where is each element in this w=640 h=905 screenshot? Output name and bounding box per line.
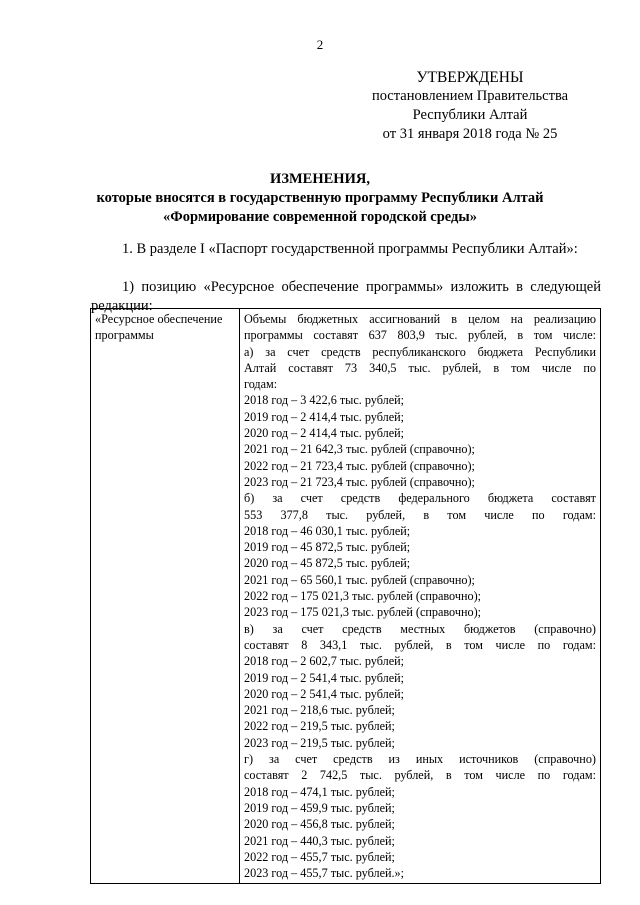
- title-line: которые вносятся в государственную программу Республики Алтай: [96, 190, 544, 206]
- table-text-line: 2019 год – 459,9 тыс. рублей;: [244, 800, 395, 815]
- table-text-line: г) за счет средств из иных источников (справочно): [244, 752, 596, 767]
- table-text-line: 2019 год – 45 872,5 тыс. рублей;: [244, 540, 411, 555]
- table-text-line: 2021 год – 65 560,1 тыс. рублей (справочно);: [244, 572, 475, 587]
- table-text-line: 2022 год – 175 021,3 тыс. рублей (справочно);: [244, 589, 482, 604]
- table-text-line: 2020 год – 2 414,4 тыс. рублей;: [244, 426, 405, 441]
- table-text-line: 2023 год – 219,5 тыс. рублей;: [244, 735, 395, 750]
- table-text-line: б) за счет средств федерального бюджета составят: [244, 491, 596, 506]
- table-right-cell: [240, 309, 601, 884]
- table-text-line: 2021 год – 218,6 тыс. рублей;: [244, 703, 395, 718]
- approval-line: Республики Алтай: [412, 107, 528, 123]
- table-text-line: 2023 год – 175 021,3 тыс. рублей (справочно);: [244, 605, 482, 620]
- page-number: 2: [316, 37, 324, 52]
- table-text-line: составят 8 343,1 тыс. рублей, в том числе по годам:: [244, 637, 596, 652]
- table-text-line: а) за счет средств республиканского бюджета Республики: [244, 344, 596, 359]
- table-text-line: 2022 год – 219,5 тыс. рублей;: [244, 719, 395, 734]
- table-text-line: 2021 год – 440,3 тыс. рублей;: [244, 833, 395, 848]
- table-text-line: 2018 год – 3 422,6 тыс. рублей;: [244, 393, 405, 408]
- table-text-line: Объемы бюджетных ассигнований в целом на реализацию: [244, 312, 596, 326]
- table-text-line: в) за счет средств местных бюджетов (справочно): [244, 621, 596, 636]
- table-text-line: 2023 год – 455,7 тыс. рублей.»;: [244, 866, 405, 881]
- table-text-line: 2020 год – 456,8 тыс. рублей;: [244, 817, 395, 832]
- table-text-line: 2018 год – 46 030,1 тыс. рублей;: [244, 523, 411, 538]
- table-text-line: 553 377,8 тыс. рублей, в том числе по годам:: [244, 507, 596, 522]
- table-text-line: 2019 год – 2 541,4 тыс. рублей;: [244, 670, 405, 685]
- table-left-cell: «Ресурсное обеспечение программы: [91, 309, 240, 884]
- table-text-line: 2018 год – 2 602,7 тыс. рублей;: [244, 654, 405, 669]
- approval-line: постановлением Правительства: [371, 88, 569, 104]
- title-line: «Формирование современной городской среды»: [163, 209, 477, 225]
- table-text-line: Алтай составят 73 340,5 тыс. рублей, в том числе по: [244, 360, 596, 375]
- approval-heading: УТВЕРЖДЕНЫ: [416, 69, 524, 86]
- table-text-line: 2021 год – 21 642,3 тыс. рублей (справочно);: [244, 442, 475, 457]
- document-title: [60, 170, 580, 227]
- table-row: [91, 309, 601, 884]
- table-text-line: программы составят 637 803,9 тыс. рублей, в том числе:: [244, 328, 596, 343]
- table-text-line: 2019 год – 2 414,4 тыс. рублей;: [244, 409, 405, 424]
- table-text-line: 2023 год – 21 723,4 тыс. рублей (справочно);: [244, 474, 475, 489]
- paragraph-1: 1. В разделе I «Паспорт государственной программы Республики Алтай»:: [122, 241, 578, 257]
- approval-line: от 31 января 2018 года № 25: [382, 126, 558, 142]
- resource-table: [90, 308, 601, 884]
- approval-block: [360, 68, 580, 144]
- table-text-line: 2020 год – 2 541,4 тыс. рублей;: [244, 686, 405, 701]
- table-text-line: 2018 год – 474,1 тыс. рублей;: [244, 784, 395, 799]
- table-text-line: 2020 год – 45 872,5 тыс. рублей;: [244, 556, 411, 571]
- paragraph-2: 1) позицию «Ресурсное обеспечение программы» изложить в следующей редакции:: [91, 279, 601, 314]
- table-text-line: 2022 год – 455,7 тыс. рублей;: [244, 849, 395, 864]
- table-text-line: годам:: [244, 377, 278, 392]
- title-main: ИЗМЕНЕНИЯ,: [270, 171, 370, 187]
- table-text-line: 2022 год – 21 723,4 тыс. рублей (справочно);: [244, 458, 475, 473]
- table-text-line: составят 2 742,5 тыс. рублей, в том числе по годам:: [244, 768, 596, 783]
